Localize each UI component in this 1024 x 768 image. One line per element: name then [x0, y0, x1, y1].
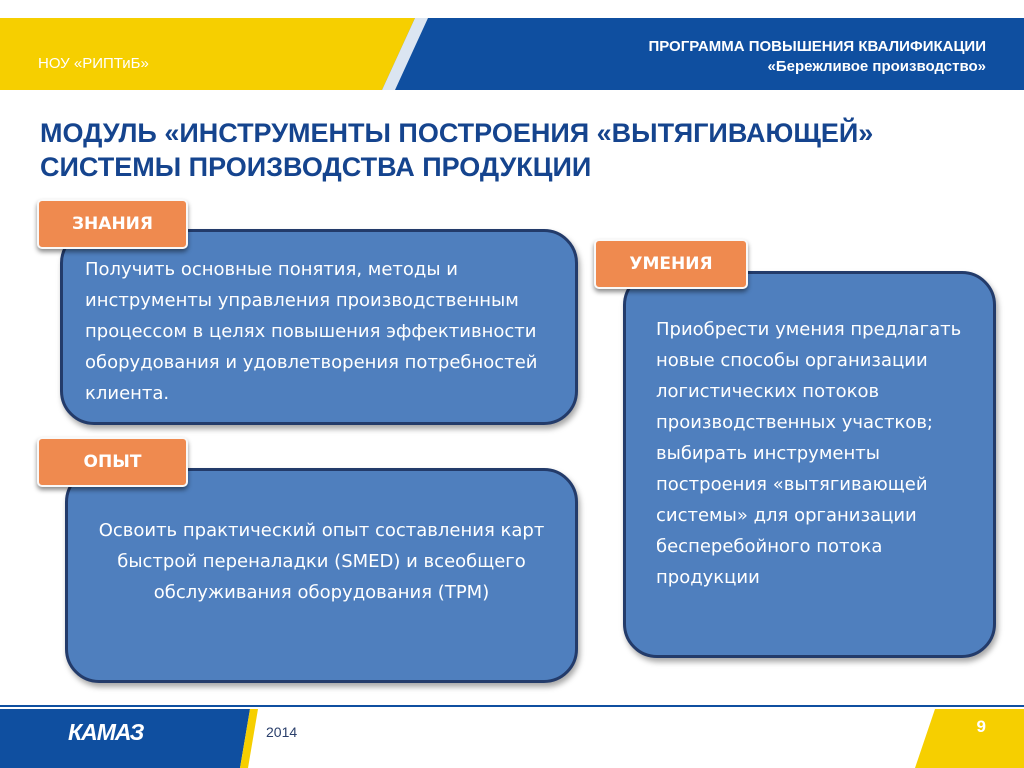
page-title: [40, 116, 1000, 184]
page-title-line1: МОДУЛЬ «ИНСТРУМЕНТЫ ПОСТРОЕНИЯ «ВЫТЯГИВАЮЩЕЙ»: [40, 118, 874, 148]
program-title-line1: ПРОГРАММА ПОВЫШЕНИЯ КВАЛИФИКАЦИИ: [648, 38, 986, 55]
org-name: НОУ «РИПТиБ»: [38, 55, 149, 72]
knowledge-tag: ЗНАНИЯ: [37, 199, 188, 249]
program-title: [648, 37, 986, 77]
experience-tag: ОПЫТ: [37, 437, 188, 487]
brand-logo: КАМАЗ: [68, 719, 144, 745]
footer-year: 2014: [266, 724, 298, 740]
knowledge-text: Получить основные понятия, методы и инструменты управления производственным процессом в целях повышения эффективности оборудования и удовлетворения потребностей клиента.: [85, 259, 538, 404]
page-number: 9: [976, 717, 986, 736]
footer-bar: [0, 705, 1024, 768]
skills-card: [623, 271, 996, 658]
page-title-line2: СИСТЕМЫ ПРОИЗВОДСТВА ПРОДУКЦИИ: [40, 152, 592, 182]
program-title-line2: «Бережливое производство»: [767, 58, 986, 75]
skills-text: Приобрести умения предлагать новые способы организации логистических потоков производственных участков; выбирать инструменты построения «вытягивающей системы» для организации бесперебойного потока продукции: [656, 319, 962, 588]
knowledge-card: [60, 229, 578, 425]
skills-tag: УМЕНИЯ: [594, 239, 748, 289]
footer-background: [0, 705, 1024, 768]
experience-text: Освоить практический опыт составления карт быстрой переналадки (SMED) и всеобщего обслуживания оборудования (TPM): [98, 520, 545, 603]
experience-card: [65, 468, 578, 683]
